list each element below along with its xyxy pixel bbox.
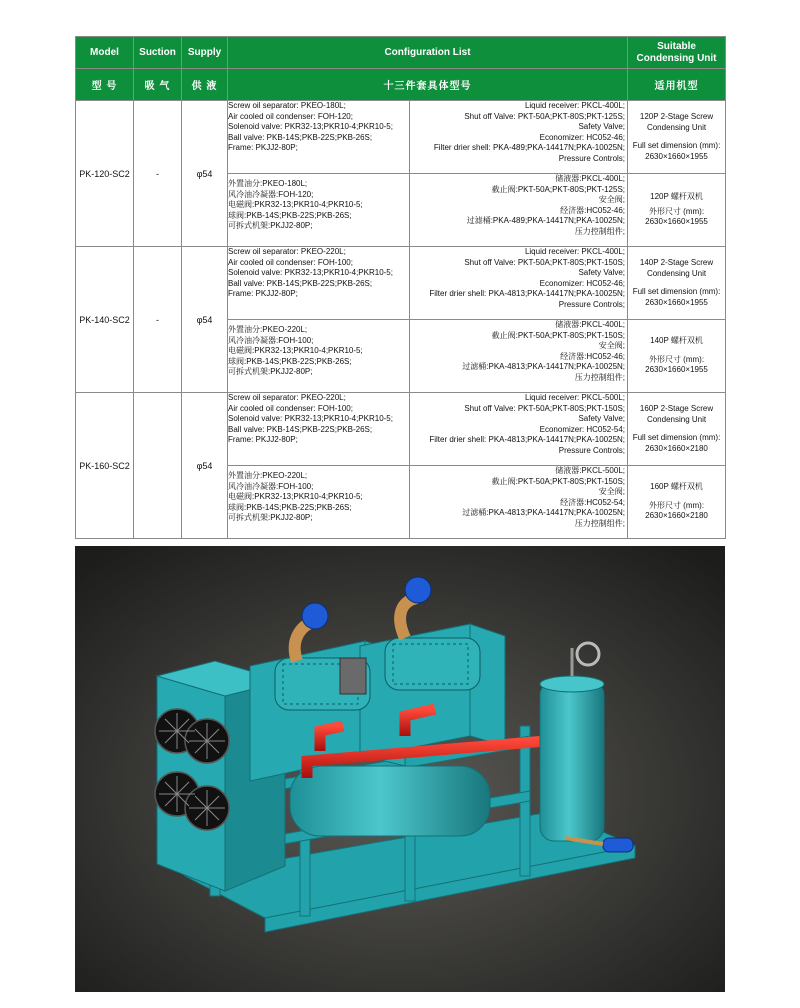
valve-icon — [405, 577, 431, 603]
config-cn-left — [228, 174, 410, 247]
unit-line: 2630×1660×1955 — [645, 151, 708, 161]
header-unit-line1: Suitable — [657, 40, 696, 52]
unit-en-cell — [628, 393, 726, 466]
unit-line: 2630×1660×2180 — [645, 443, 708, 453]
config-en-left — [228, 101, 410, 174]
unit-line: 2630×1660×2180 — [645, 511, 708, 521]
unit-line: 2630×1660×1955 — [645, 297, 708, 307]
config-en-left — [228, 247, 410, 320]
model-cell: PK-120-SC2 — [76, 101, 134, 247]
config-line: Air cooled oil condenser: FOH-100; — [228, 403, 353, 413]
config-en-left — [228, 393, 410, 466]
config-line: Screw oil separator: PKEO-180L; — [228, 101, 346, 110]
config-line: 球阀:PKB-14S;PKB-22S;PKB-26S; — [228, 356, 352, 366]
config-line: Liquid receiver: PKCL-400L; — [524, 101, 626, 110]
config-line: 球阀:PKB-14S;PKB-22S;PKB-26S; — [228, 210, 352, 220]
unit-line: Condensing Unit — [646, 122, 707, 132]
suction-cell — [134, 393, 182, 539]
header-supply-cn: 供 液 — [182, 69, 228, 101]
config-line: Solenoid valve: PKR32-13;PKR10-4;PKR10-5; — [228, 122, 393, 131]
config-line: Screw oil separator: PKEO-220L; — [228, 393, 346, 402]
config-line: 风冷油冷凝器:FOH-120; — [228, 189, 314, 199]
config-line: Safety Valve; — [578, 268, 626, 277]
unit-line: 外形尺寸 (mm): — [648, 206, 705, 216]
config-line: 压力控制组件; — [574, 518, 626, 528]
config-line: 电磁阀:PKR32-13;PKR10-4;PKR10-5; — [228, 492, 363, 501]
config-line: 截止阀:PKT-50A;PKT-80S;PKT-150S; — [491, 330, 626, 340]
config-line: Economizer: HC052-46; — [539, 132, 626, 142]
condensing-unit-illustration — [75, 546, 725, 992]
config-line: 可拆式机架:PKJJ2-80P; — [228, 221, 313, 230]
unit-en-cell — [628, 247, 726, 320]
config-line: Frame: PKJJ2-80P; — [228, 289, 298, 298]
unit-line: 120P 2-Stage Screw — [639, 112, 714, 121]
header-model-cn: 型 号 — [76, 69, 134, 101]
table-row — [76, 101, 726, 174]
config-line: Safety Valve; — [578, 414, 626, 423]
config-line: Solenoid valve: PKR32-13;PKR10-4;PKR10-5; — [228, 414, 393, 423]
config-line: 储液器:PKCL-400L; — [555, 320, 626, 329]
header-suction-cn: 吸 气 — [134, 69, 182, 101]
unit-line: 140P 螺杆双机 — [650, 336, 703, 346]
config-line: Screw oil separator: PKEO-220L; — [228, 247, 346, 256]
suction-cell: - — [134, 247, 182, 393]
model-cell: PK-140-SC2 — [76, 247, 134, 393]
config-en-right — [410, 393, 628, 466]
suction-cell: - — [134, 101, 182, 247]
config-line: Safety Valve; — [578, 122, 626, 131]
config-line: 可拆式机架:PKJJ2-80P; — [228, 367, 313, 376]
config-line: 电磁阀:PKR32-13;PKR10-4;PKR10-5; — [228, 346, 363, 355]
supply-cell: φ54 — [182, 101, 228, 247]
config-cn-right — [410, 466, 628, 539]
unit-line: 2630×1660×1955 — [645, 365, 708, 375]
config-line: Ball valve: PKB-14S;PKB-22S;PKB-26S; — [228, 132, 373, 142]
model-cell: PK-160-SC2 — [76, 393, 134, 539]
config-en-right — [410, 247, 628, 320]
config-line: 储液器:PKCL-400L; — [555, 174, 626, 183]
config-line: Air cooled oil condenser: FOH-100; — [228, 257, 353, 267]
unit-line — [628, 279, 725, 287]
config-line: 经济器:HC052-54; — [560, 497, 626, 507]
spec-table-container — [75, 36, 725, 539]
config-line: 储液器:PKCL-500L; — [555, 466, 626, 475]
unit-cn-cell — [628, 174, 726, 247]
unit-line: 160P 2-Stage Screw — [639, 404, 714, 413]
config-line: Shut off Valve: PKT-50A;PKT-80S;PKT-150S; — [464, 257, 626, 267]
header-supply: Supply — [182, 37, 228, 69]
header-row-en — [76, 37, 726, 69]
config-line: 安全阀; — [598, 487, 626, 496]
unit-en-cell — [628, 101, 726, 174]
header-unit-cn: 适用机型 — [628, 69, 726, 101]
oil-separator — [290, 766, 490, 836]
supply-cell: φ54 — [182, 393, 228, 539]
config-line: Liquid receiver: PKCL-500L; — [524, 393, 626, 402]
config-line: 外置油分:PKEO-220L; — [228, 325, 308, 334]
header-suction: Suction — [134, 37, 182, 69]
unit-line: 2630×1660×1955 — [645, 217, 708, 227]
config-line: Frame: PKJJ2-80P; — [228, 143, 298, 152]
config-line: 过滤桶:PKA-4813;PKA-14417N;PKA-10025N; — [462, 362, 626, 371]
config-line: 电磁阀:PKR32-13;PKR10-4;PKR10-5; — [228, 200, 363, 209]
config-line: Pressure Controls; — [558, 299, 626, 309]
condensing-unit-render — [75, 546, 725, 992]
header-config-cn: 十三件套具体型号 — [228, 69, 628, 101]
config-line: Air cooled oil condenser: FOH-120; — [228, 111, 353, 121]
config-line: Ball valve: PKB-14S;PKB-22S;PKB-26S; — [228, 278, 373, 288]
config-line: 截止阀:PKT-50A;PKT-80S;PKT-150S; — [491, 476, 626, 486]
table-row — [76, 247, 726, 320]
config-line: Filter drier shell: PKA-4813;PKA-14417N;PKA-10025N; — [429, 289, 626, 298]
table-row — [76, 393, 726, 466]
config-line: 经济器:HC052-46; — [560, 205, 626, 215]
unit-line: 外形尺寸 (mm): — [648, 354, 705, 364]
unit-cn-cell — [628, 320, 726, 393]
config-line: Ball valve: PKB-14S;PKB-22S;PKB-26S; — [228, 424, 373, 434]
config-line: Economizer: HC052-54; — [539, 424, 626, 434]
config-line: Pressure Controls; — [558, 445, 626, 455]
config-line: 风冷油冷凝器:FOH-100; — [228, 335, 314, 345]
config-line: 安全阀; — [598, 195, 626, 204]
header-unit-line2: Condensing Unit — [636, 52, 717, 64]
config-line: 过滤桶:PKA-4813;PKA-14417N;PKA-10025N; — [462, 508, 626, 517]
motor-housing — [340, 658, 366, 694]
config-line: Pressure Controls; — [558, 153, 626, 163]
unit-line: Condensing Unit — [646, 268, 707, 278]
config-line: 可拆式机架:PKJJ2-80P; — [228, 513, 313, 522]
config-line: Filter drier shell: PKA-489;PKA-14417N;PKA-10025N; — [433, 143, 626, 152]
unit-line — [628, 133, 725, 141]
config-line: Liquid receiver: PKCL-400L; — [524, 247, 626, 256]
config-cn-left — [228, 320, 410, 393]
unit-line: 160P 螺杆双机 — [650, 482, 703, 492]
config-cn-right — [410, 174, 628, 247]
header-config: Configuration List — [228, 37, 628, 69]
config-line: Frame: PKJJ2-80P; — [228, 435, 298, 444]
header-row-cn — [76, 69, 726, 101]
unit-line — [628, 425, 725, 433]
config-en-right — [410, 101, 628, 174]
config-line: 外置油分:PKEO-180L; — [228, 179, 308, 188]
unit-line: 140P 2-Stage Screw — [639, 258, 714, 267]
unit-line: Full set dimension (mm): — [632, 287, 721, 296]
config-line: Solenoid valve: PKR32-13;PKR10-4;PKR10-5; — [228, 268, 393, 277]
config-line: 球阀:PKB-14S;PKB-22S;PKB-26S; — [228, 502, 352, 512]
header-model: Model — [76, 37, 134, 69]
config-cn-left — [228, 466, 410, 539]
unit-line: Full set dimension (mm): — [632, 141, 721, 150]
unit-line: Condensing Unit — [646, 414, 707, 424]
unit-line: 120P 螺杆双机 — [650, 192, 703, 202]
valve-icon — [302, 603, 328, 629]
config-line: 经济器:HC052-46; — [560, 351, 626, 361]
unit-cn-cell — [628, 466, 726, 539]
config-line: 外置油分:PKEO-220L; — [228, 471, 308, 480]
config-line: Shut off Valve: PKT-50A;PKT-80S;PKT-150S; — [464, 403, 626, 413]
unit-line: Full set dimension (mm): — [632, 433, 721, 442]
config-line: Economizer: HC052-46; — [539, 278, 626, 288]
config-line: 压力控制组件; — [574, 372, 626, 382]
supply-cell: φ54 — [182, 247, 228, 393]
config-line: 压力控制组件; — [574, 226, 626, 236]
header-unit — [628, 37, 726, 69]
config-line: Filter drier shell: PKA-4813;PKA-14417N;PKA-10025N; — [429, 435, 626, 444]
unit-line: 外形尺寸 (mm): — [648, 500, 705, 510]
config-line: 截止阀:PKT-50A;PKT-80S;PKT-125S; — [491, 184, 626, 194]
config-line: 安全阀; — [598, 341, 626, 350]
config-line: 过滤桶:PKA-489;PKA-14417N;PKA-10025N; — [466, 216, 626, 225]
config-line: 风冷油冷凝器:FOH-100; — [228, 481, 314, 491]
config-cn-right — [410, 320, 628, 393]
spec-table — [75, 36, 726, 539]
config-line: Shut off Valve: PKT-50A;PKT-80S;PKT-125S; — [464, 111, 626, 121]
